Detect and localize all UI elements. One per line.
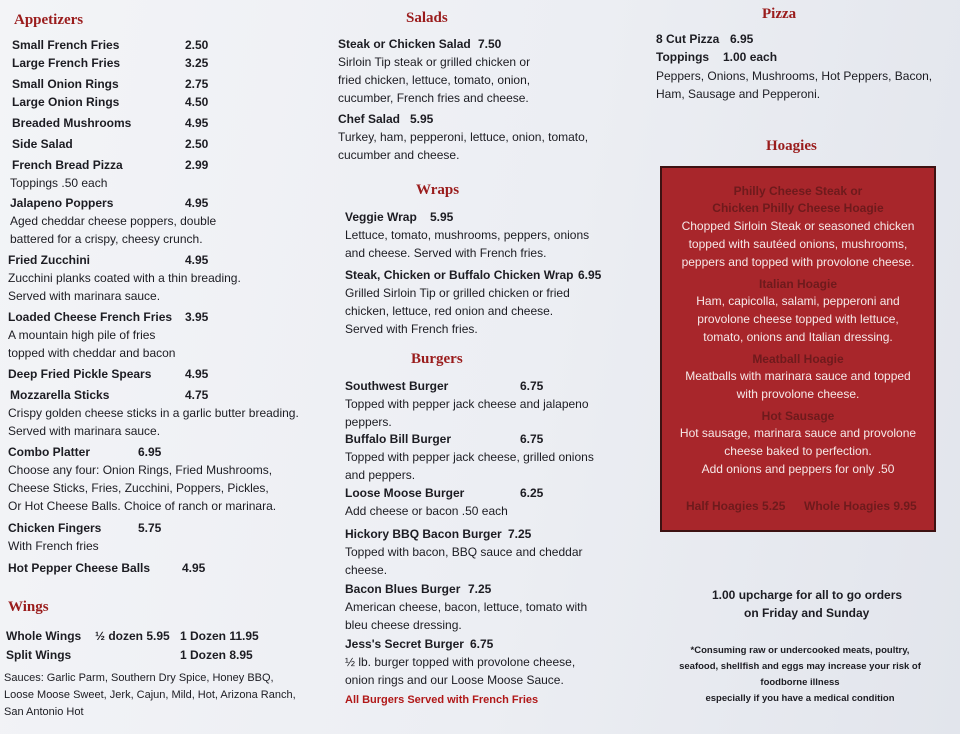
desc-hot-sausage-hoagie: Hot sausage, marinara sauce and provolone [679,426,917,440]
desc-veggie-wrap: and cheese. Served with French fries. [345,246,547,260]
desc-southwest-burger: peppers. [345,415,392,429]
item-jalapeno-poppers: Jalapeno Poppers [10,196,114,210]
half-hoagie-price: Half Hoagies 5.25 [686,499,786,513]
item-loose-moose-burger: Loose Moose Burger [345,486,465,500]
desc-jalapeno-poppers: battered for a crispy, cheesy crunch. [10,232,203,246]
to-go-upcharge-note: on Friday and Sunday [744,606,870,620]
price-buffalo-bill-burger: 6.75 [520,432,544,446]
wings-title: Wings [8,599,49,615]
item-deep-fried-pickles: Deep Fried Pickle Spears [8,367,152,381]
salads-title: Salads [406,10,448,26]
hoagie-menu-box [660,166,936,532]
whole-hoagie-price: Whole Hoagies 9.95 [804,499,917,513]
desc-italian-hoagie: provolone cheese topped with lettuce, [697,312,899,326]
price-southwest-burger: 6.75 [520,379,544,393]
desc-hot-sausage-hoagie: Add onions and peppers for only .50 [701,462,895,476]
item-breaded-mushrooms: Breaded Mushrooms [12,116,132,130]
item-steak-chicken-wrap: Steak, Chicken or Buffalo Chicken Wrap [345,268,574,282]
price-hot-pepper-cheese-balls: 4.95 [182,561,206,575]
desc-bacon-blues-burger: American cheese, bacon, lettuce, tomato with [345,600,588,614]
item-steak-chicken-salad: Steak or Chicken Salad [338,37,471,51]
wing-sauces: Loose Moose Sweet, Jerk, Cajun, Mild, Hot, Arizona Ranch, [4,689,296,701]
item-jess-secret-burger: Jess's Secret Burger [345,637,464,651]
pizza-title: Pizza [762,6,797,22]
desc-french-bread-pizza: Toppings .50 each [10,176,108,190]
item-small-french-fries: Small French Fries [12,38,120,52]
item-bacon-blues-burger: Bacon Blues Burger [345,582,461,596]
item-mozzarella-sticks: Mozzarella Sticks [10,388,110,402]
burgers-footer-note: All Burgers Served with French Fries [345,694,539,706]
desc-meatball-hoagie: Meatballs with marinara sauce and topped [685,369,911,383]
burgers-title: Burgers [411,351,463,367]
desc-italian-hoagie: tomato, onions and Italian dressing. [703,330,893,344]
price-large-onion-rings: 4.50 [185,95,209,109]
item-large-french-fries: Large French Fries [12,56,121,70]
price-hickory-bbq-burger: 7.25 [508,527,532,541]
pizza-toppings-list: Peppers, Onions, Mushrooms, Hot Peppers, Bacon, [656,69,933,83]
item-small-onion-rings: Small Onion Rings [12,77,119,91]
desc-loaded-cheese-fries: topped with cheddar and bacon [8,346,176,360]
desc-southwest-burger: Topped with pepper jack cheese and jalapeno [345,397,589,411]
pizza-toppings-list: Ham, Sausage and Pepperoni. [656,87,821,101]
desc-buffalo-bill-burger: Topped with pepper jack cheese, grilled onions [345,450,594,464]
item-fried-zucchini: Fried Zucchini [8,253,91,267]
desc-steak-chicken-salad: cucumber, French fries and cheese. [338,91,529,105]
price-bacon-blues-burger: 7.25 [468,582,492,596]
item-meatball-hoagie: Meatball Hoagie [752,352,844,366]
desc-chef-salad: Turkey, ham, pepperoni, lettuce, onion, tomato, [338,130,589,144]
price-deep-fried-pickles: 4.95 [185,367,209,381]
price-steak-chicken-wrap: 6.95 [578,268,602,282]
item-southwest-burger: Southwest Burger [345,379,449,393]
item-split-wings: Split Wings [6,648,72,662]
desc-veggie-wrap: Lettuce, tomato, mushrooms, peppers, onions [345,228,590,242]
desc-philly-hoagie: peppers and topped with provolone cheese. [681,255,915,269]
food-safety-warning: foodborne illness [760,677,840,688]
desc-steak-chicken-wrap: chicken, lettuce, red onion and cheese. [345,304,554,318]
desc-combo-platter: Cheese Sticks, Fries, Zucchini, Poppers, Pickles, [8,481,269,495]
desc-fried-zucchini: Served with marinara sauce. [8,289,161,303]
food-safety-warning: seafood, shellfish and eggs may increase your risk of [679,661,921,672]
desc-jess-secret-burger: onion rings and our Loose Moose Sauce. [345,673,564,687]
price-jalapeno-poppers: 4.95 [185,196,209,210]
desc-bacon-blues-burger: bleu cheese dressing. [345,618,462,632]
item-hot-pepper-cheese-balls: Hot Pepper Cheese Balls [8,561,151,575]
desc-buffalo-bill-burger: and peppers. [345,468,416,482]
price-whole-wings-dozen: 1 Dozen 11.95 [180,629,259,643]
desc-hickory-bbq-burger: Topped with bacon, BBQ sauce and cheddar [345,545,583,559]
price-chicken-fingers: 5.75 [138,521,162,535]
hoagies-title: Hoagies [766,138,817,154]
item-chef-salad: Chef Salad [338,112,401,126]
desc-fried-zucchini: Zucchini planks coated with a thin breading. [8,271,241,285]
price-pizza-toppings: 1.00 each [723,50,778,64]
price-8-cut-pizza: 6.95 [730,32,754,46]
item-philly-hoagie: Chicken Philly Cheese Hoagie [712,201,884,215]
price-fried-zucchini: 4.95 [185,253,209,267]
item-side-salad: Side Salad [12,137,73,151]
desc-steak-chicken-wrap: Grilled Sirloin Tip or grilled chicken or fried [345,286,570,300]
item-8-cut-pizza: 8 Cut Pizza [656,32,720,46]
item-pizza-toppings: Toppings [656,50,710,64]
desc-hot-sausage-hoagie: cheese baked to perfection. [724,444,872,458]
item-hot-sausage-hoagie: Hot Sausage [761,409,835,423]
desc-steak-chicken-salad: fried chicken, lettuce, tomato, onion, [338,73,531,87]
appetizers-title: Appetizers [14,12,84,28]
desc-steak-chicken-wrap: Served with French fries. [345,322,478,336]
desc-chicken-fingers: With French fries [8,539,99,553]
desc-steak-chicken-salad: Sirloin Tip steak or grilled chicken or [338,55,531,69]
price-combo-platter: 6.95 [138,445,162,459]
wing-sauces: Sauces: Garlic Parm, Southern Dry Spice, Honey BBQ, [4,672,274,684]
price-whole-wings-half-dozen: ½ dozen 5.95 [95,629,170,643]
desc-jess-secret-burger: ½ lb. burger topped with provolone cheese, [345,655,576,669]
price-chef-salad: 5.95 [410,112,434,126]
item-combo-platter: Combo Platter [8,445,91,459]
desc-mozzarella-sticks: Served with marinara sauce. [8,424,161,438]
item-large-onion-rings: Large Onion Rings [12,95,120,109]
item-buffalo-bill-burger: Buffalo Bill Burger [345,432,452,446]
item-hickory-bbq-burger: Hickory BBQ Bacon Burger [345,527,502,541]
price-side-salad: 2.50 [185,137,209,151]
price-loose-moose-burger: 6.25 [520,486,544,500]
price-split-wings-dozen: 1 Dozen 8.95 [180,648,253,662]
wraps-title: Wraps [416,182,460,198]
item-italian-hoagie: Italian Hoagie [758,277,838,291]
item-philly-hoagie: Philly Cheese Steak or [733,184,863,198]
desc-hickory-bbq-burger: cheese. [345,563,388,577]
price-jess-secret-burger: 6.75 [470,637,494,651]
desc-philly-hoagie: topped with sautéed onions, mushrooms, [688,237,908,251]
price-mozzarella-sticks: 4.75 [185,388,209,402]
desc-combo-platter: Choose any four: Onion Rings, Fried Mushrooms, [8,463,273,477]
desc-italian-hoagie: Ham, capicolla, salami, pepperoni and [696,294,900,308]
item-veggie-wrap: Veggie Wrap [345,210,417,224]
wing-sauces: San Antonio Hot [4,706,84,718]
price-small-french-fries: 2.50 [185,38,209,52]
desc-philly-hoagie: Chopped Sirloin Steak or seasoned chicken [681,219,915,233]
item-whole-wings: Whole Wings [6,629,82,643]
price-steak-chicken-salad: 7.50 [478,37,502,51]
price-loaded-cheese-fries: 3.95 [185,310,209,324]
desc-loose-moose-burger: Add cheese or bacon .50 each [345,504,508,518]
price-french-bread-pizza: 2.99 [185,158,209,172]
desc-loaded-cheese-fries: A mountain high pile of fries [8,328,156,342]
price-breaded-mushrooms: 4.95 [185,116,209,130]
desc-mozzarella-sticks: Crispy golden cheese sticks in a garlic butter breading. [8,406,299,420]
to-go-upcharge-note: 1.00 upcharge for all to go orders [712,588,903,602]
desc-combo-platter: Or Hot Cheese Balls. Choice of ranch or marinara. [8,499,277,513]
food-safety-warning: especially if you have a medical condition [705,693,895,704]
item-chicken-fingers: Chicken Fingers [8,521,102,535]
price-veggie-wrap: 5.95 [430,210,454,224]
item-loaded-cheese-fries: Loaded Cheese French Fries [8,310,173,324]
desc-jalapeno-poppers: Aged cheddar cheese poppers, double [10,214,217,228]
food-safety-warning: *Consuming raw or undercooked meats, poultry, [690,645,910,656]
price-large-french-fries: 3.25 [185,56,209,70]
desc-meatball-hoagie: with provolone cheese. [736,387,860,401]
price-small-onion-rings: 2.75 [185,77,209,91]
item-french-bread-pizza: French Bread Pizza [12,158,123,172]
desc-chef-salad: cucumber and cheese. [338,148,460,162]
